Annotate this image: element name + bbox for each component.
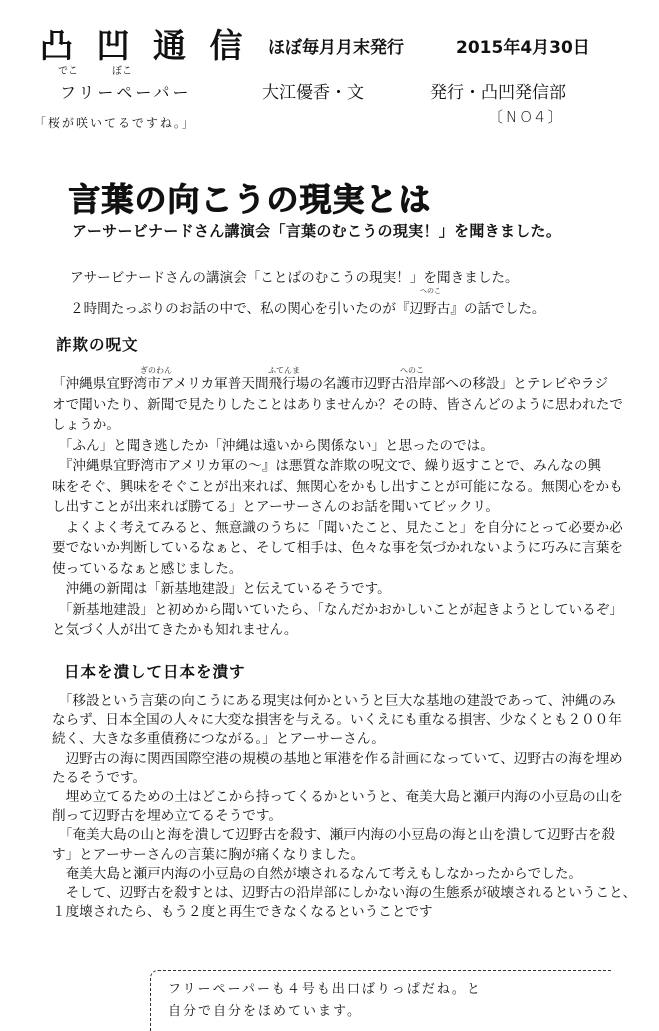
- ruby-henoko-intro: へのこ: [420, 287, 441, 295]
- intro-line-2: ２時間たっぷりのお話の中で、私の関心を引いたのが『辺野古』の話でした。: [70, 301, 546, 317]
- section-heading-sagi: 詐欺の呪文: [56, 336, 139, 354]
- handwritten-footnote-line-2: 自分で自分をほめています。: [168, 1004, 362, 1019]
- paragraph-line: ならず、日本全国の人々に大変な損害を与える。いくえにも重なる損害、少なくとも２００年: [52, 712, 622, 729]
- ruby-henoko: へのこ: [400, 366, 424, 375]
- masthead-ruby-boko: ぼこ: [112, 66, 132, 77]
- ruby-ginowan: ぎのわん: [140, 366, 172, 375]
- section-heading-nihon: 日本を潰して日本を潰す: [64, 663, 246, 681]
- ruby-futenma: ふてんま: [268, 366, 300, 375]
- paragraph-line: 辺野古の海に関西国際空港の規模の基地と軍港を作る計画になっていて、辺野古の海を埋め: [52, 750, 623, 767]
- paragraph-line: たるそうです。: [52, 769, 147, 786]
- section2-body: [52, 692, 637, 922]
- intro-line-1: アサービナードさんの講演会「ことばのむこうの現実！」を聞きました。: [70, 270, 519, 286]
- article-subtitle: アーサービナードさん講演会「言葉のむこうの現実！」を聞きました。: [72, 222, 562, 240]
- paragraph-line: 「移設という言葉の向こうにある現実は何かというと巨大な基地の建設であって、沖縄のみ: [52, 693, 616, 709]
- author-credit: 大江優香・文: [262, 83, 364, 103]
- free-paper-label: フリーペーパー: [60, 83, 192, 102]
- paragraph-line: よくよく考えてみると、無意識のうちに「聞いたこと、見たこと」を自分にとって必要か必: [52, 519, 623, 536]
- publisher-credit: 発行・凸凹発信部: [430, 83, 566, 103]
- masthead-ruby-deko: でこ: [58, 66, 78, 77]
- paragraph-line: オで聞いたり、新聞で見たりしたことはありませんか？その時、皆さんどのように思われたで: [52, 396, 623, 413]
- paragraph-line: 奄美大島と瀬戸内海の小豆島の自然が壊されるなんて考えもしなかったからでした。: [52, 865, 583, 882]
- paragraph-line: す」とアーサーさんの言葉に胸が痛くなりました。: [52, 846, 365, 863]
- paragraph-line: 沖縄の新聞は「新基地建設」と伝えているそうです。: [52, 581, 391, 597]
- paragraph-line: し出すことが出来れば勝てる」とアーサーさんのお話を聞いてビックリ。: [52, 499, 499, 515]
- paragraph-line: １度壊されたら、もう２度と再生できなくなるということです: [52, 904, 433, 921]
- paragraph-line: 「沖縄県宜野湾市アメリカ軍普天間飛行場の名護市辺野古沿岸部への移設」とテレビやラジ: [52, 376, 609, 392]
- publication-frequency: ほぼ毎月月末発行: [268, 38, 404, 58]
- masthead-title: 凸 凹 通 信: [40, 26, 249, 65]
- section1-body: [52, 374, 637, 641]
- issue-number: 〔NO4〕: [488, 108, 566, 126]
- paragraph-line: 『沖縄県宜野湾市アメリカ軍の〜』は悪質な詐欺の呪文で、繰り返すことで、みんなの興: [52, 458, 602, 474]
- paragraph-line: しょうか。: [52, 417, 120, 433]
- paragraph-line: 要でないか判断しているなぁと、そして相手は、色々な事を気づかれないように巧みに言葉を: [52, 540, 623, 556]
- paragraph-line: 味をそぐ、興味をそぐことが出来れば、無関心をかもし出すことが可能になる。無関心をかも: [52, 478, 623, 495]
- paragraph-line: 使っているなぁと感じました。: [52, 560, 243, 577]
- paragraph-line: 削って辺野古を埋め立てるそうです。: [52, 808, 283, 825]
- paragraph-line: と気づく人が出てきたかも知れません。: [52, 622, 298, 638]
- paragraph-line: そして、辺野古を殺すとは、辺野古の沿岸部にしかない海の生態系が破壊されるということ、: [52, 885, 637, 902]
- handwritten-note-sakura: 「桜が咲いてるですね。」: [34, 116, 196, 130]
- paragraph-line: 「奄美大島の山と海を潰して辺野古を殺す、瀬戸内海の小豆島の海と山を潰して辺野古を殺: [52, 827, 616, 844]
- paragraph-line: 埋め立てるための土はどこから持ってくるかというと、奄美大島と瀬戸内海の小豆島の山を: [52, 789, 623, 806]
- article-title: 言葉の向こうの現実とは: [68, 180, 432, 218]
- handwritten-footnote-line-1: フリーペーパーも４号も出口ばりっぱだね。と: [168, 982, 482, 997]
- publication-date: 2015年4月30日: [456, 38, 590, 58]
- paragraph-line: 「新基地建設」と初めから聞いていたら、「なんだかおかしいことが起きようとしているぞ」: [52, 601, 623, 618]
- paragraph-line: 「ふん」と聞き逃したか「沖縄は遠いから関係ない」と思ったのでは。: [52, 437, 494, 454]
- paragraph-line: 続く、大きな多重債務につながる。」とアーサーさん。: [52, 731, 385, 748]
